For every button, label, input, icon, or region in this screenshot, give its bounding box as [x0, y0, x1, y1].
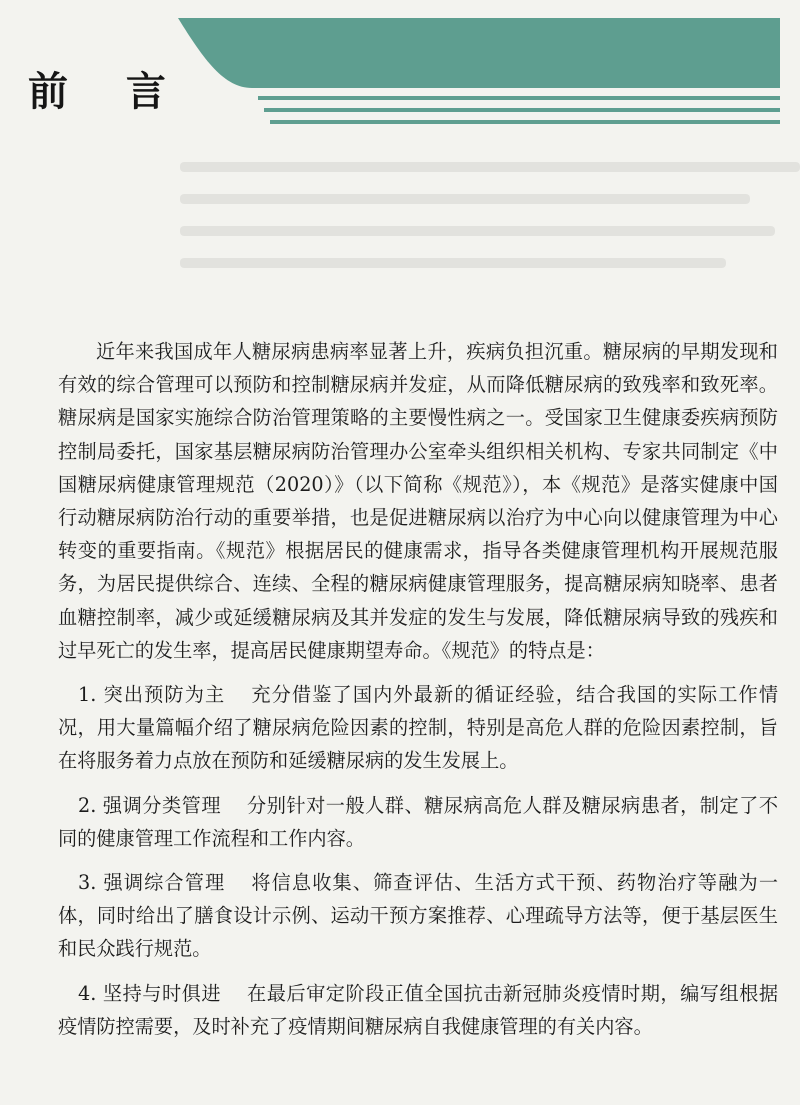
feature-item-heading: 4. 坚持与时俱进	[78, 981, 222, 1005]
feature-item-text: 充分借鉴了国内外最新的循证经验，结合我国的实际工作情况，用大量篇幅介绍了糖尿病危险因素的控制，特别是高危人群的危险因素控制，旨在将服务着力点放在预防和延缓糖尿病的发生发展上。	[58, 683, 779, 773]
page-title: 前 言	[28, 69, 188, 115]
feature-item-heading: 2. 强调分类管理	[78, 793, 222, 817]
feature-item	[58, 789, 778, 855]
feature-item-text: 在最后审定阶段正值全国抗击新冠肺炎疫情时期，编写组根据疫情防控需要，及时补充了疫情期间糖尿病自我健康管理的有关内容。	[58, 981, 779, 1038]
header-stripe-2	[264, 108, 780, 112]
intro-paragraph: 近年来我国成年人糖尿病患病率显著上升，疾病负担沉重。糖尿病的早期发现和有效的综合管理可以预防和控制糖尿病并发症，从而降低糖尿病的致残率和致死率。糖尿病是国家实施综合防治管理策略的主要慢性病之一。受国家卫生健康委疾病预防控制局委托，国家基层糖尿病防治管理办公室牵头组织相关机构、专家共同制定《中国糖尿病健康管理规范（2020）》（以下简称《规范》），本《规范》是落实健康中国行动糖尿病防治行动的重要举措，也是促进糖尿病以治疗为中心向以健康管理为中心转变的重要指南。《规范》根据居民的健康需求，指导各类健康管理机构开展规范服务，为居民提供综合、连续、全程的糖尿病健康管理服务，提高糖尿病知晓率、患者血糖控制率，减少或延缓糖尿病及其并发症的发生与发展，降低糖尿病导致的残疾和过早死亡的发生率，提高居民健康期望寿命。《规范》的特点是：	[58, 340, 778, 662]
bleed-through-text	[180, 140, 800, 290]
feature-item-heading: 1. 突出预防为主	[78, 683, 226, 707]
feature-item-heading: 3. 强调综合管理	[78, 871, 226, 895]
header-banner	[0, 0, 800, 150]
header-band	[178, 18, 780, 88]
feature-item	[58, 866, 778, 966]
header-stripe-3	[270, 120, 780, 124]
feature-item	[58, 678, 778, 778]
feature-item-text: 将信息收集、筛查评估、生活方式干预、药物治疗等融为一体，同时给出了膳食设计示例、运动干预方案推荐、心理疏导方法等，便于基层医生和民众践行规范。	[58, 871, 779, 961]
feature-item-text: 分别针对一般人群、糖尿病高危人群及糖尿病患者，制定了不同的健康管理工作流程和工作内容。	[58, 793, 779, 850]
header-stripe-1	[258, 96, 780, 100]
feature-item	[58, 977, 778, 1043]
body-text	[58, 335, 778, 1043]
